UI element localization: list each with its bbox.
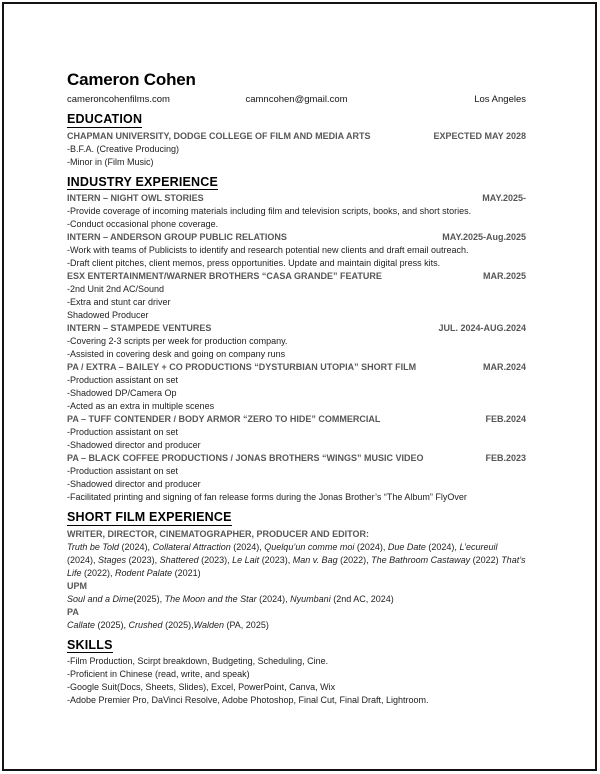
industry-entries bbox=[67, 192, 526, 504]
industry-entry bbox=[67, 452, 526, 504]
industry-entry-bullet: Shadowed Producer bbox=[67, 310, 149, 320]
skill-bullet: -Film Production, Scirpt breakdown, Budgeting, Scheduling, Cine. bbox=[67, 656, 329, 666]
film-title: Rodent Palate bbox=[115, 567, 173, 578]
short-film-experience-heading: SHORT FILM EXPERIENCE bbox=[67, 510, 232, 524]
skills-bullets bbox=[67, 655, 526, 707]
industry-entry bbox=[67, 270, 526, 322]
section-skills bbox=[67, 638, 526, 708]
industry-entry-header bbox=[67, 270, 526, 283]
location-text: Los Angeles bbox=[474, 94, 526, 105]
industry-entry bbox=[67, 192, 526, 231]
film-title: The Moon and the Star bbox=[164, 593, 257, 604]
film-title: Collateral Attraction bbox=[152, 541, 231, 552]
film-group-label: UPM bbox=[67, 580, 87, 591]
film-title: Stages bbox=[98, 554, 127, 565]
education-date: EXPECTED MAY 2028 bbox=[433, 130, 526, 141]
industry-entry-date: MAR.2024 bbox=[482, 362, 526, 372]
education-heading: EDUCATION bbox=[67, 112, 143, 126]
industry-entry-bullet: -Covering 2-3 scripts per week for production company. bbox=[67, 336, 288, 346]
industry-entry-bullet: -Production assistant on set bbox=[67, 466, 179, 476]
film-title: Man v. Bag bbox=[292, 554, 338, 565]
film-credit: (2024), bbox=[354, 541, 388, 552]
film-credit: (2024), bbox=[119, 541, 153, 552]
film-title: Truth be Told bbox=[67, 541, 120, 552]
education-entry-header bbox=[67, 130, 526, 143]
film-credit: (2023), bbox=[126, 554, 160, 565]
film-title: Walden bbox=[193, 619, 224, 630]
section-education bbox=[67, 112, 526, 169]
industry-entry-bullet: -Work with teams of Publicists to identify and research potential new clients and draft email outreach. bbox=[67, 245, 469, 255]
film-credit: (2024), bbox=[230, 541, 265, 552]
film-credit: (2022), bbox=[337, 554, 372, 565]
industry-entry-bullet: -Facilitated printing and signing of fan release forms during the Jonas Brother’s “The Album” FlyOver bbox=[67, 492, 467, 502]
film-list bbox=[67, 541, 526, 580]
industry-entry bbox=[67, 413, 526, 452]
film-group-label: PA bbox=[67, 606, 79, 617]
education-bullets bbox=[67, 143, 526, 169]
industry-entry-date: MAY.2025- bbox=[482, 193, 526, 203]
film-credit: (2022) bbox=[470, 554, 502, 565]
film-credit: (2024), bbox=[67, 554, 99, 565]
industry-entry-bullet: -Draft client pitches, client memos, press opportunities. Update and maintain digital press kits. bbox=[67, 258, 441, 268]
film-credit: (2nd AC, 2024) bbox=[330, 593, 394, 604]
film-groups bbox=[67, 528, 526, 632]
industry-entry bbox=[67, 361, 526, 413]
industry-entry-bullet: -Assisted in covering desk and going on company runs bbox=[67, 349, 286, 359]
industry-entry bbox=[67, 322, 526, 361]
email-text: camncohen@gmail.com bbox=[245, 94, 348, 105]
industry-entry-date: MAY.2025-Aug.2025 bbox=[442, 232, 526, 242]
industry-entry-header bbox=[67, 361, 526, 374]
education-bullet: -B.F.A. (Creative Producing) bbox=[67, 143, 180, 154]
film-credit: (PA, 2025) bbox=[223, 619, 269, 630]
industry-entry-bullet: -Shadowed director and producer bbox=[67, 479, 201, 489]
industry-entry-bullet: -Shadowed DP/Camera Op bbox=[67, 388, 177, 398]
industry-entry-date: MAR.2025 bbox=[482, 271, 526, 281]
industry-entry-role: INTERN – ANDERSON GROUP PUBLIC RELATIONS bbox=[67, 232, 287, 242]
skills-heading: SKILLS bbox=[67, 637, 113, 652]
film-credit: (2024), bbox=[256, 593, 291, 604]
industry-entry-bullet: -Production assistant on set bbox=[67, 427, 179, 437]
film-credit: (2023), bbox=[198, 554, 233, 565]
industry-entry-date: FEB.2024 bbox=[485, 414, 526, 424]
industry-entry-date: FEB.2023 bbox=[485, 453, 526, 463]
resume-page bbox=[2, 2, 597, 771]
skill-bullet: -Proficient in Chinese (read, write, and speak) bbox=[67, 669, 250, 679]
education-bullet: -Minor in (Film Music) bbox=[67, 156, 154, 167]
industry-entry-role: PA – BLACK COFFEE PRODUCTIONS / JONAS BROTHERS “WINGS” MUSIC VIDEO bbox=[67, 453, 424, 463]
industry-entry-header bbox=[67, 192, 526, 205]
industry-entry-role: PA / EXTRA – BAILEY + CO PRODUCTIONS “DYSTURBIAN UTOPIA” SHORT FILM bbox=[67, 362, 417, 372]
education-school: CHAPMAN UNIVERSITY, DODGE COLLEGE OF FILM AND MEDIA ARTS bbox=[67, 130, 371, 141]
industry-entry-bullet: -2nd Unit 2nd AC/Sound bbox=[67, 284, 165, 294]
film-title: Soul and a Dime bbox=[67, 593, 134, 604]
website-text: cameroncohenfilms.com bbox=[67, 94, 170, 105]
industry-entry-header bbox=[67, 231, 526, 244]
industry-entry bbox=[67, 231, 526, 270]
industry-entry-role: INTERN – STAMPEDE VENTURES bbox=[67, 323, 212, 333]
contact-row bbox=[67, 94, 526, 106]
film-credit: (2025), bbox=[95, 619, 129, 630]
industry-entry-bullet: -Extra and stunt car driver bbox=[67, 297, 171, 307]
film-credit: (2022), bbox=[81, 567, 116, 578]
film-title: Quelqu’un comme moi bbox=[264, 541, 355, 552]
industry-entry-header bbox=[67, 413, 526, 426]
industry-entry-bullet: -Provide coverage of incoming materials including film and television scripts, books, and short stories. bbox=[67, 206, 472, 216]
industry-entry-bullet: -Acted as an extra in multiple scenes bbox=[67, 401, 215, 411]
film-title: Crushed bbox=[128, 619, 163, 630]
film-list bbox=[67, 593, 526, 606]
industry-entry-bullet: -Production assistant on set bbox=[67, 375, 179, 385]
film-title: Le Lait bbox=[232, 554, 260, 565]
film-credit: (2023), bbox=[259, 554, 293, 565]
film-title: That’s Life bbox=[67, 554, 526, 578]
film-credit: (2025), bbox=[133, 593, 165, 604]
industry-entry-header bbox=[67, 322, 526, 335]
skill-bullet: -Google Suit(Docs, Sheets, Slides), Excel, PowerPoint, Canva, Wix bbox=[67, 682, 336, 692]
film-credit: (2024), bbox=[425, 541, 460, 552]
industry-entry-bullet: -Shadowed director and producer bbox=[67, 440, 201, 450]
film-title: Callate bbox=[67, 619, 96, 630]
skill-bullet: -Adobe Premier Pro, DaVinci Resolve, Adobe Photoshop, Final Cut, Final Draft, Lightroom. bbox=[67, 695, 429, 705]
industry-entry-role: INTERN – NIGHT OWL STORIES bbox=[67, 193, 204, 203]
industry-experience-heading: INDUSTRY EXPERIENCE bbox=[67, 174, 219, 189]
industry-entry-date: JUL. 2024-AUG.2024 bbox=[438, 323, 526, 333]
film-title: Shattered bbox=[159, 554, 199, 565]
film-group-label: WRITER, DIRECTOR, CINEMATOGRAPHER, PRODUCER AND EDITOR: bbox=[67, 528, 370, 539]
film-title: L’ecureuil bbox=[459, 541, 498, 552]
film-list bbox=[67, 619, 526, 632]
film-title: The Bathroom Castaway bbox=[371, 554, 471, 565]
industry-entry-bullet: -Conduct occasional phone coverage. bbox=[67, 219, 219, 229]
film-credit: (2021) bbox=[172, 567, 201, 578]
person-name: Cameron Cohen bbox=[67, 70, 196, 89]
film-title: Nyumbani bbox=[290, 593, 331, 604]
film-credit: (2025), bbox=[162, 619, 194, 630]
industry-entry-header bbox=[67, 452, 526, 465]
section-short-film-experience bbox=[67, 510, 526, 632]
industry-entry-role: ESX ENTERTAINMENT/WARNER BROTHERS “CASA GRANDE” FEATURE bbox=[67, 271, 382, 281]
film-title: Due Date bbox=[387, 541, 426, 552]
section-industry-experience bbox=[67, 175, 526, 505]
industry-entry-role: PA – TUFF CONTENDER / BODY ARMOR “ZERO TO HIDE” COMMERCIAL bbox=[67, 414, 381, 424]
